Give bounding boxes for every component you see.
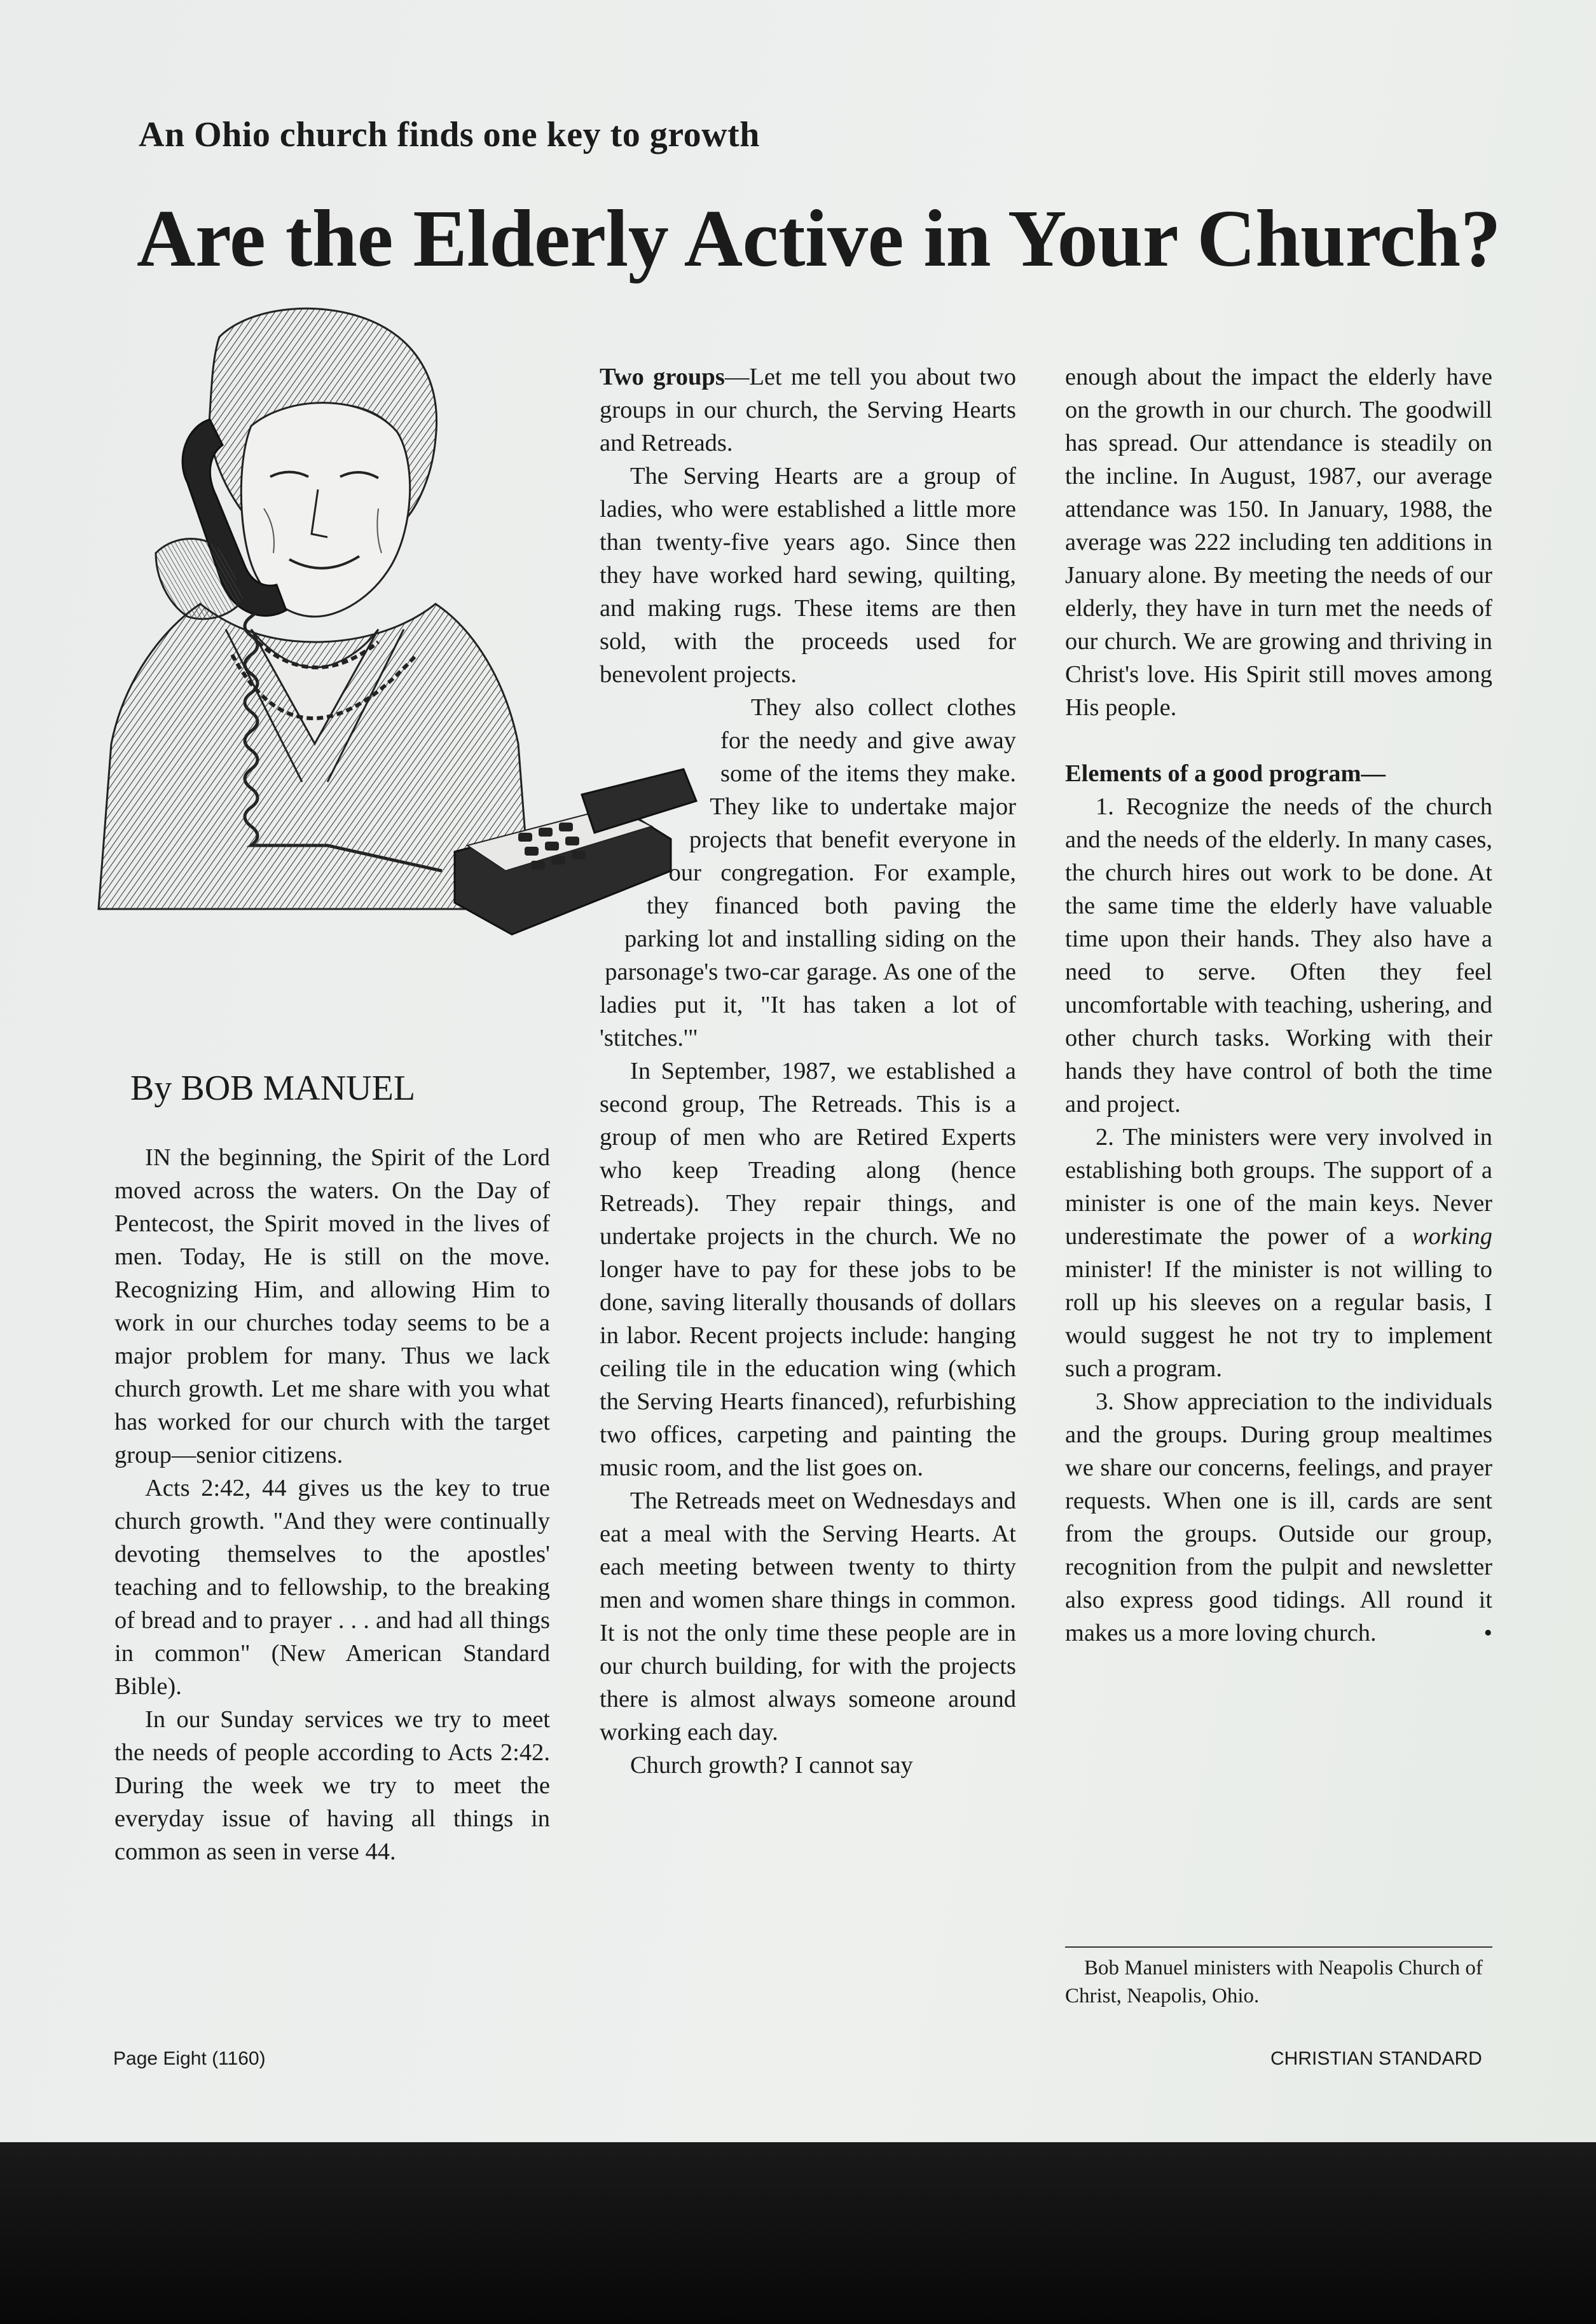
publication-name-footer: CHRISTIAN STANDARD — [1270, 2048, 1482, 2069]
body-paragraph: The Retreads meet on Wednesdays and eat a meal with the Serving Hearts. At each meeting between twenty to thirty men and women share things in common. It is not the only time these people are in our church building, for with the projects there is almost always someone around working each day. — [600, 1487, 1016, 1746]
list-item — [1065, 1121, 1492, 1385]
body-paragraph: Church growth? I cannot say — [630, 1752, 913, 1779]
body-paragraph: enough about the impact the elderly have on the growth in our church. The goodwill has spread. Our attendance is steadily on the incline. In August, 1987, our average attendance was 150. In January, 1988, the average was 222 including ten additions in January alone. By meeting the needs of our elderly, they have in turn met the needs of our church. We are growing and thriving in Christ's love. His Spirit still moves among His people. — [1065, 364, 1492, 721]
paragraph-text: 3. Show appreciation to the individuals and the groups. During group mealtimes we share our concerns, feelings, and prayer requests. When one is ill, cards are sent from the groups. Outside our group, recognition from the pulpit and newsletter also express good tidings. All round it makes us a more loving church. — [1065, 1388, 1492, 1646]
page-number-footer: Page Eight (1160) — [113, 2048, 266, 2069]
body-paragraph: Acts 2:42, 44 gives us the key to true church growth. "And they were continually devoting themselves to the apostles' teaching and to fellowship, to the breaking of bread and to prayer . . . and had all things in common" (New American Standard Bible). — [114, 1475, 550, 1700]
paragraph-text: 2. The ministers were very involved in establishing both groups. The support of a minister is one of the main keys. Never underestimate the power of a — [1065, 1124, 1492, 1250]
kicker: An Ohio church finds one key to growth — [139, 115, 760, 154]
body-paragraph: In September, 1987, we established a second group, The Retreads. This is a group of men who are Retired Experts who keep Treading along (hence Retreads). They repair things, and undertake projects in the church. We no longer have to pay for these jobs to be done, saving literally thousands of dollars in labor. Recent projects include: hanging ceiling tile in the education wing (which the Serving Hearts financed), refurbishing two offices, carpeting and painting the music room, and the list goes on. — [600, 1058, 1016, 1481]
article-column-1 — [114, 1141, 550, 1868]
body-paragraph — [600, 360, 1016, 460]
author-bio: Bob Manuel ministers with Neapolis Church of Christ, Neapolis, Ohio. — [1065, 1946, 1492, 2010]
section-heading: Elements of a good program— — [1065, 760, 1386, 787]
paragraph-text: minister! If the minister is not willing to roll up his sleeves on a regular basis, I would suggest he not try to implement such a program. — [1065, 1256, 1492, 1382]
article-column-2 — [600, 360, 1016, 1782]
scan-background — [0, 2142, 1596, 2324]
body-paragraph: The Serving Hearts are a group of ladies, who were established a little more than twenty-five years ago. Since then they have worked hard sewing, quilting, and making rugs. These items are then sold, with the proceeds used for benevolent projects. — [600, 463, 1016, 688]
emphasis-text: working — [1412, 1223, 1492, 1250]
article-column-3 — [1065, 360, 1492, 1650]
body-paragraph: IN the beginning, the Spirit of the Lord moved across the waters. On the Day of Pentecost, the Spirit moved in the lives of men. Today, He is still on the move. Recognizing Him, and allowing Him to work in our churches today seems to be a major problem for many. Thus we lack church growth. Let me share with you what has worked for our church with the target group—senior citizens. — [114, 1144, 550, 1468]
body-paragraph: In our Sunday services we try to meet the needs of people according to Acts 2:42. During the week we try to meet the everyday issue of having all things in common as seen in verse 44. — [114, 1706, 550, 1865]
end-mark: • — [1483, 1620, 1492, 1646]
paragraph-text: They also collect clothes for the needy and give away some of the items they make. They like to undertake major projects that benefit everyone in our congregation. For example, they financed both paving the parking lot and installing siding on the parsonage's two-car garage. As one of the ladies put it, "It has taken a lot of 'stitches.'" — [600, 694, 1016, 1051]
byline: By BOB MANUEL — [130, 1069, 416, 1108]
body-paragraph — [600, 691, 1016, 1055]
paragraph-text: —Let me tell you about two groups in our church, the Serving Hearts and Retreads. — [600, 364, 1016, 456]
list-item — [1065, 1385, 1492, 1650]
headline: Are the Elderly Active in Your Church? — [137, 193, 1501, 284]
list-item: 1. Recognize the needs of the church and the needs of the elderly. In many cases, the church hires out work to be done. At the same time the elderly have valuable time upon their hands. They also have a need to serve. Often they feel uncomfortable with teaching, ushering, and other church tasks. Working with their hands they have control of both the time and project. — [1065, 793, 1492, 1118]
run-in-heading: Two groups — [600, 364, 725, 390]
